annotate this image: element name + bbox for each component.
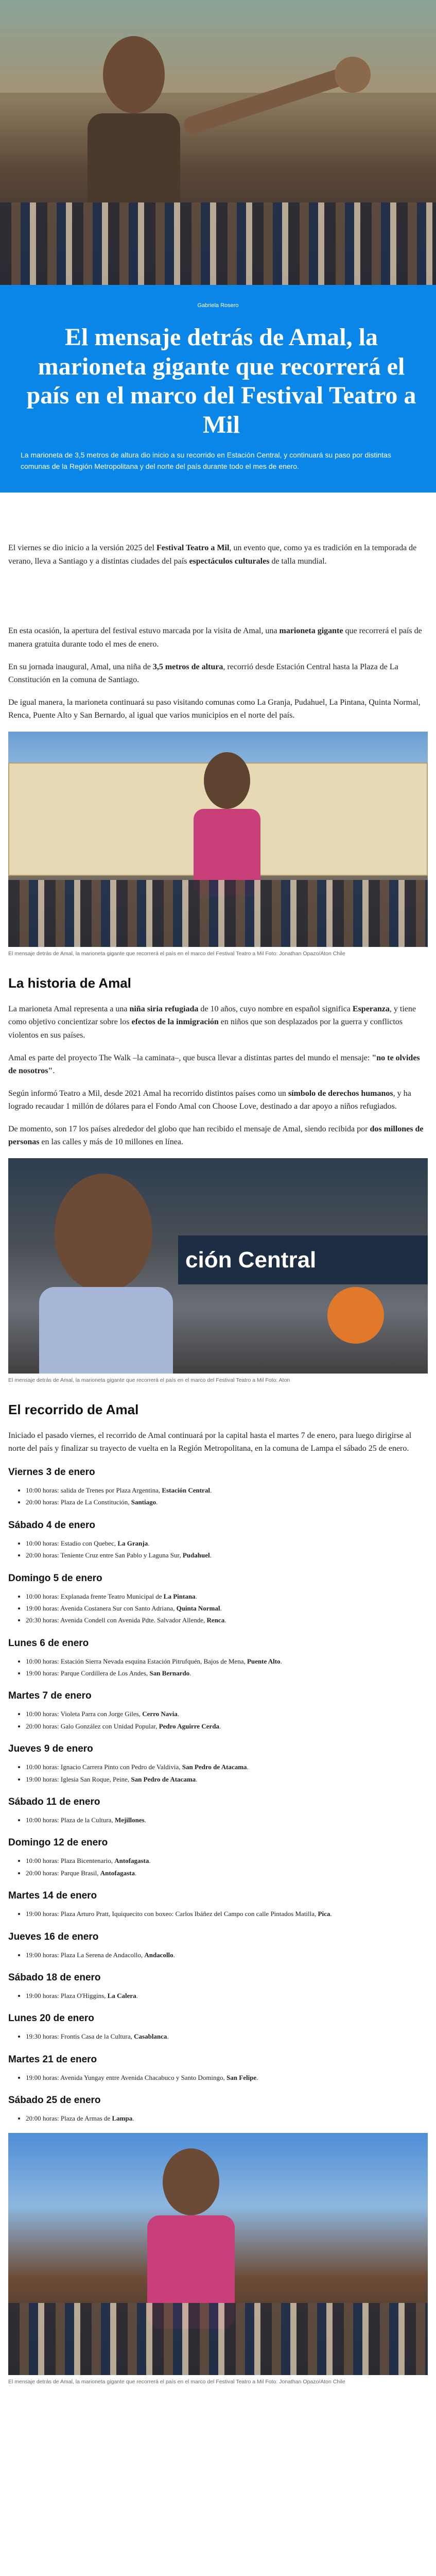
- puppet-hand: [335, 57, 371, 93]
- schedule-item-end: .: [330, 1910, 332, 1918]
- schedule-item: [26, 2112, 428, 2124]
- lead-paragraph: La marioneta de 3,5 metros de altura dio inicio a su recorrido en Estación Central, y continuará su paso por distintas comunas de la Región Metropolitana y del norte del país durante todo el mes de enero.: [21, 450, 391, 470]
- schedule-day-heading: Sábado 18 de enero: [8, 1972, 101, 1983]
- schedule-day-heading: Viernes 3 de enero: [8, 1466, 95, 1478]
- author-tag[interactable]: Gabriela Rosero: [197, 302, 239, 309]
- schedule-item-end: .: [210, 1551, 212, 1560]
- schedule-item-place: Estación Central: [162, 1486, 210, 1494]
- schedule-day-list: [8, 1814, 428, 1826]
- caption-1: El mensaje detrás de Amal, la marioneta gigante que recorrerá el país en el marco del Festival Teatro a Mil Foto: Jonathan Opazo/Aton Chile: [8, 951, 345, 957]
- caption-3: El mensaje detrás de Amal, la marioneta gigante que recorrerá el país en el marco del Festival Teatro a Mil Foto: Jonathan Opazo/Aton Chile: [8, 2378, 345, 2385]
- schedule-item-text: 10:00 horas: Plaza Bicentenario,: [26, 1857, 115, 1865]
- photo-crowd: [8, 880, 428, 947]
- schedule-item: [26, 1949, 428, 1961]
- schedule-day-heading: Lunes 20 de enero: [8, 2013, 94, 2024]
- schedule-item-place: Casablanca: [134, 2032, 167, 2041]
- heading-route: El recorrido de Amal: [8, 1401, 139, 1417]
- schedule-item-end: .: [195, 1592, 197, 1600]
- schedule-item: [26, 1655, 428, 1667]
- schedule-item-text: 20:00 horas: Plaza de Armas de: [26, 2114, 112, 2123]
- schedule-item: [26, 1484, 428, 1496]
- paragraph-5: La marioneta Amal representa a una niña siria refugiada de 10 años, cuyo nombre en español significa Esperanza, y tiene como objetivo concientizar sobre los efectos de la inmigración en niños que son desplazados por la guerra y conflictos violentos en sus países.: [8, 1004, 416, 1040]
- schedule-item-text: 10:00 horas: Explanada frente Teatro Municipal de: [26, 1592, 164, 1600]
- schedule-item: [26, 1549, 428, 1561]
- schedule-item-place: La Calera: [107, 1991, 136, 1999]
- schedule-item-text: 19:00 horas: Plaza La Serena de Andacollo,: [26, 1951, 145, 1959]
- schedule-day-list: [8, 1908, 428, 1920]
- schedule-item: [26, 1496, 428, 1508]
- schedule-item-text: 19:00 horas: Avenida Costanera Sur con Santo Adriana,: [26, 1604, 177, 1612]
- schedule-item: [26, 1708, 428, 1720]
- schedule-item-text: 20:00 horas: Plaza de La Constitución,: [26, 1498, 131, 1506]
- schedule-item-place: La Pintana: [163, 1592, 196, 1600]
- paragraph-4: De igual manera, la marioneta continuará su paso visitando comunas como La Granja, Pudahuel, La Pintana, Quinta Normal, Renca, Puente Alto y San Bernardo, al igual que varios municipios en el norte del país.: [8, 698, 421, 720]
- schedule-day-list: [8, 1590, 428, 1626]
- schedule-item-place: Lampa: [112, 2114, 133, 2123]
- paragraph-6: Amal es parte del proyecto The Walk –la caminata–, que busca llevar a distintas partes del mundo el mensaje: "no te olvides de nosotros".: [8, 1053, 420, 1076]
- schedule-item-place: Quinta Normal: [176, 1604, 220, 1612]
- schedule-item: [26, 1867, 428, 1879]
- schedule-item-end: .: [167, 2032, 169, 2041]
- schedule-item: [26, 1590, 428, 1602]
- paragraph-1: El viernes se dio inicio a la versión 2025 del Festival Teatro a Mil, un evento que, como ya es tradición en la temporada de verano, lleva a Santiago y a distintas ciudades del país espectáculos culturales de talla mundial.: [8, 544, 417, 566]
- schedule-item-text: 20:00 horas: Galo González con Unidad Popular,: [26, 1722, 159, 1730]
- puppet-head-street: [163, 2148, 219, 2215]
- station-sign: ción Central: [178, 1235, 428, 1284]
- schedule-item-place: Renca: [206, 1616, 225, 1624]
- puppet-body-closeup: [39, 1287, 173, 1374]
- schedule-item-end: .: [280, 1657, 282, 1665]
- page-title: El mensaje detrás de Amal, la marioneta gigante que recorrerá el país en el marco del Festival Teatro a Mil: [26, 324, 416, 438]
- schedule-item-text: 20:30 horas: Avenida Condell con Avenida Pdte. Salvador Allende,: [26, 1616, 207, 1624]
- paragraph-8: De momento, son 17 los países alrededor del globo que han recibido el mensaje de Amal, siendo recibida por dos millones de personas en las calles y más de 10 millones en línea.: [8, 1124, 424, 1147]
- schedule-item-text: 19:00 horas: Iglesia San Roque, Peine,: [26, 1775, 131, 1783]
- schedule-day-list: [8, 1484, 428, 1509]
- schedule-item-end: .: [256, 2073, 258, 2081]
- puppet-head-closeup: [55, 1174, 152, 1292]
- figure-3: [8, 2133, 428, 2386]
- schedule-day-list: [8, 1990, 428, 2002]
- schedule-item-text: 19:00 horas: Plaza O'Higgins,: [26, 1991, 108, 1999]
- schedule-item-end: .: [156, 1498, 158, 1506]
- paragraph-7: Según informó Teatro a Mil, desde 2021 Amal ha recorrido distintos países como un símbolo de derechos humanos, y ha logrado recaudar 1 millón de dólares para el Fondo Amal con Choose Love, destinado a dar apoyo a niños refugiados.: [8, 1089, 411, 1111]
- schedule-day-list: [8, 1537, 428, 1562]
- article-body: [0, 493, 436, 2420]
- schedule-item-text: 10:00 horas: Estadio con Quebec,: [26, 1539, 118, 1547]
- schedule-item-text: 10:00 horas: Estación Sierra Nevada esquina Estación Pitrufquén, Bajos de Mena,: [26, 1657, 247, 1665]
- schedule-item-text: 20:00 horas: Parque Brasil,: [26, 1869, 100, 1877]
- schedule-item-end: .: [134, 1869, 137, 1877]
- schedule-item-text: 10:00 horas: Ignacio Carrera Pinto con Pedro de Valdivia,: [26, 1763, 182, 1771]
- schedule-item: [26, 2030, 428, 2042]
- photo-estacion-central: [8, 732, 428, 947]
- photo-station-sign: [8, 1158, 428, 1374]
- schedule-item-place: Antofagasta: [100, 1869, 135, 1877]
- schedule-item-end: .: [132, 2114, 134, 2123]
- schedule-day-heading: Martes 21 de enero: [8, 2054, 97, 2065]
- schedule-item-place: Santiago: [131, 1498, 156, 1506]
- schedule-day-list: [8, 1949, 428, 1961]
- colorful-figure: [327, 1287, 384, 1344]
- schedule-item-place: Andacollo: [144, 1951, 173, 1959]
- figure-2: [8, 1158, 428, 1384]
- schedule-item-text: 19:00 horas: Plaza Arturo Pratt, Iquiquecito con boxeo: Carlos Ibáñez del Campo con calle Pintados Matilla,: [26, 1910, 318, 1918]
- schedule-item-place: San Pedro de Atacama: [182, 1763, 247, 1771]
- schedule-day-heading: Sábado 4 de enero: [8, 1519, 95, 1531]
- schedule-item-place: Pica: [318, 1910, 330, 1918]
- schedule-item-end: .: [220, 1604, 222, 1612]
- schedule-day-list: [8, 2112, 428, 2124]
- headline-banner: [0, 285, 436, 493]
- caption-2: El mensaje detrás de Amal, la marioneta gigante que recorrerá el país en el marco del Festival Teatro a Mil Foto: Aton: [8, 1377, 290, 1384]
- schedule-item: [26, 1667, 428, 1679]
- schedule-item-end: .: [149, 1857, 151, 1865]
- schedule-day-heading: Domingo 12 de enero: [8, 1837, 108, 1849]
- schedule-item: [26, 1908, 428, 1920]
- schedule-item: [26, 2072, 428, 2083]
- heading-history: La historia de Amal: [8, 975, 131, 991]
- paragraph-3: En su jornada inaugural, Amal, una niña de 3,5 metros de altura, recorrió desde Estación Central hasta la Plaza de La Constitución en la comuna de Santiago.: [8, 662, 398, 685]
- schedule-item: [26, 1855, 428, 1867]
- street-crowd: [8, 2303, 428, 2375]
- schedule-item: [26, 1814, 428, 1826]
- schedule-item-place: San Bernardo: [149, 1669, 190, 1677]
- schedule-item: [26, 1761, 428, 1773]
- schedule-day-list: [8, 1655, 428, 1680]
- schedule-item-text: 19:30 horas: Frontis Casa de la Cultura,: [26, 2032, 134, 2041]
- figure-1: [8, 732, 428, 958]
- schedule-day-heading: Sábado 11 de enero: [8, 1797, 100, 1808]
- hero-image: [0, 0, 436, 285]
- schedule-item-place: Pudahuel: [182, 1551, 210, 1560]
- schedule-day-heading: Jueves 16 de enero: [8, 1931, 99, 1942]
- schedule-item-place: Antofagasta: [114, 1857, 149, 1865]
- schedule-item-text: 19:00 horas: Parque Cordillera de Los Andes,: [26, 1669, 150, 1677]
- schedule-day-heading: Domingo 5 de enero: [8, 1572, 102, 1584]
- schedule-day-heading: Lunes 6 de enero: [8, 1637, 89, 1649]
- schedule-item-end: .: [177, 1710, 180, 1718]
- schedule-item: [26, 1720, 428, 1732]
- schedule-item: [26, 1614, 428, 1626]
- schedule-item-end: .: [189, 1669, 191, 1677]
- schedule-item-text: 10:00 horas: Plaza de la Cultura,: [26, 1816, 115, 1824]
- schedule-item-place: Cerro Navia: [142, 1710, 178, 1718]
- schedule-item-end: .: [219, 1722, 221, 1730]
- hero-crowd: [0, 202, 436, 285]
- schedule-item: [26, 1990, 428, 2002]
- schedule-item: [26, 1773, 428, 1785]
- schedule-day-heading: Martes 14 de enero: [8, 1890, 97, 1902]
- schedule-day-list: [8, 2072, 428, 2083]
- schedule-item-end: .: [148, 1539, 150, 1547]
- schedule-item-end: .: [136, 1991, 138, 1999]
- schedule-item-end: .: [196, 1775, 198, 1783]
- paragraph-9: Iniciado el pasado viernes, el recorrido de Amal continuará por la capital hasta el martes 7 de enero, para luego dirigirse al norte del país y finalizar su trayecto de vuelta en la Región Metropolitana, en la comuna de Lampa el sábado 25 de enero.: [8, 1431, 412, 1453]
- schedule-item: [26, 1537, 428, 1549]
- schedule-item-end: .: [173, 1951, 175, 1959]
- photo-amal-street: [8, 2133, 428, 2375]
- schedule-item: [26, 1602, 428, 1614]
- schedule-item-place: Puente Alto: [247, 1657, 281, 1665]
- puppet-head: [103, 36, 165, 113]
- puppet-figure: [204, 752, 250, 809]
- schedule-day-list: [8, 1761, 428, 1785]
- schedule-item-place: Pedro Aguirre Cerda: [159, 1722, 219, 1730]
- schedule-item-text: 10:00 horas: salida de Trenes por Plaza Argentina,: [26, 1486, 162, 1494]
- hero-sky: [0, 0, 436, 93]
- schedule-list: [8, 1467, 428, 2125]
- schedule-item-end: .: [210, 1486, 212, 1494]
- schedule-item-text: 20:00 horas: Teniente Cruz entre San Pablo y Laguna Sur,: [26, 1551, 183, 1560]
- schedule-day-list: [8, 1855, 428, 1879]
- schedule-day-heading: Martes 7 de enero: [8, 1690, 92, 1702]
- paragraph-2: En esta ocasión, la apertura del festival estuvo marcada por la visita de Amal, una marioneta gigante que recorrerá el país de manera gratuita durante todo el mes de enero.: [8, 626, 422, 649]
- schedule-item-end: .: [144, 1816, 146, 1824]
- schedule-item-place: San Felipe: [226, 2073, 257, 2081]
- schedule-day-heading: Sábado 25 de enero: [8, 2095, 101, 2106]
- schedule-day-list: [8, 2030, 428, 2042]
- schedule-item-text: 19:00 horas: Avenida Yungay entre Avenida Chacabuco y Santo Domingo,: [26, 2073, 227, 2081]
- schedule-item-place: La Granja: [117, 1539, 148, 1547]
- schedule-day-list: [8, 1708, 428, 1732]
- schedule-item-place: San Pedro de Atacama: [131, 1775, 196, 1783]
- schedule-item-text: 10:00 horas: Violeta Parra con Jorge Giles,: [26, 1710, 143, 1718]
- schedule-day-heading: Jueves 9 de enero: [8, 1743, 93, 1755]
- schedule-item-place: Mejillones: [114, 1816, 145, 1824]
- schedule-item-end: .: [247, 1763, 249, 1771]
- schedule-item-end: .: [224, 1616, 226, 1624]
